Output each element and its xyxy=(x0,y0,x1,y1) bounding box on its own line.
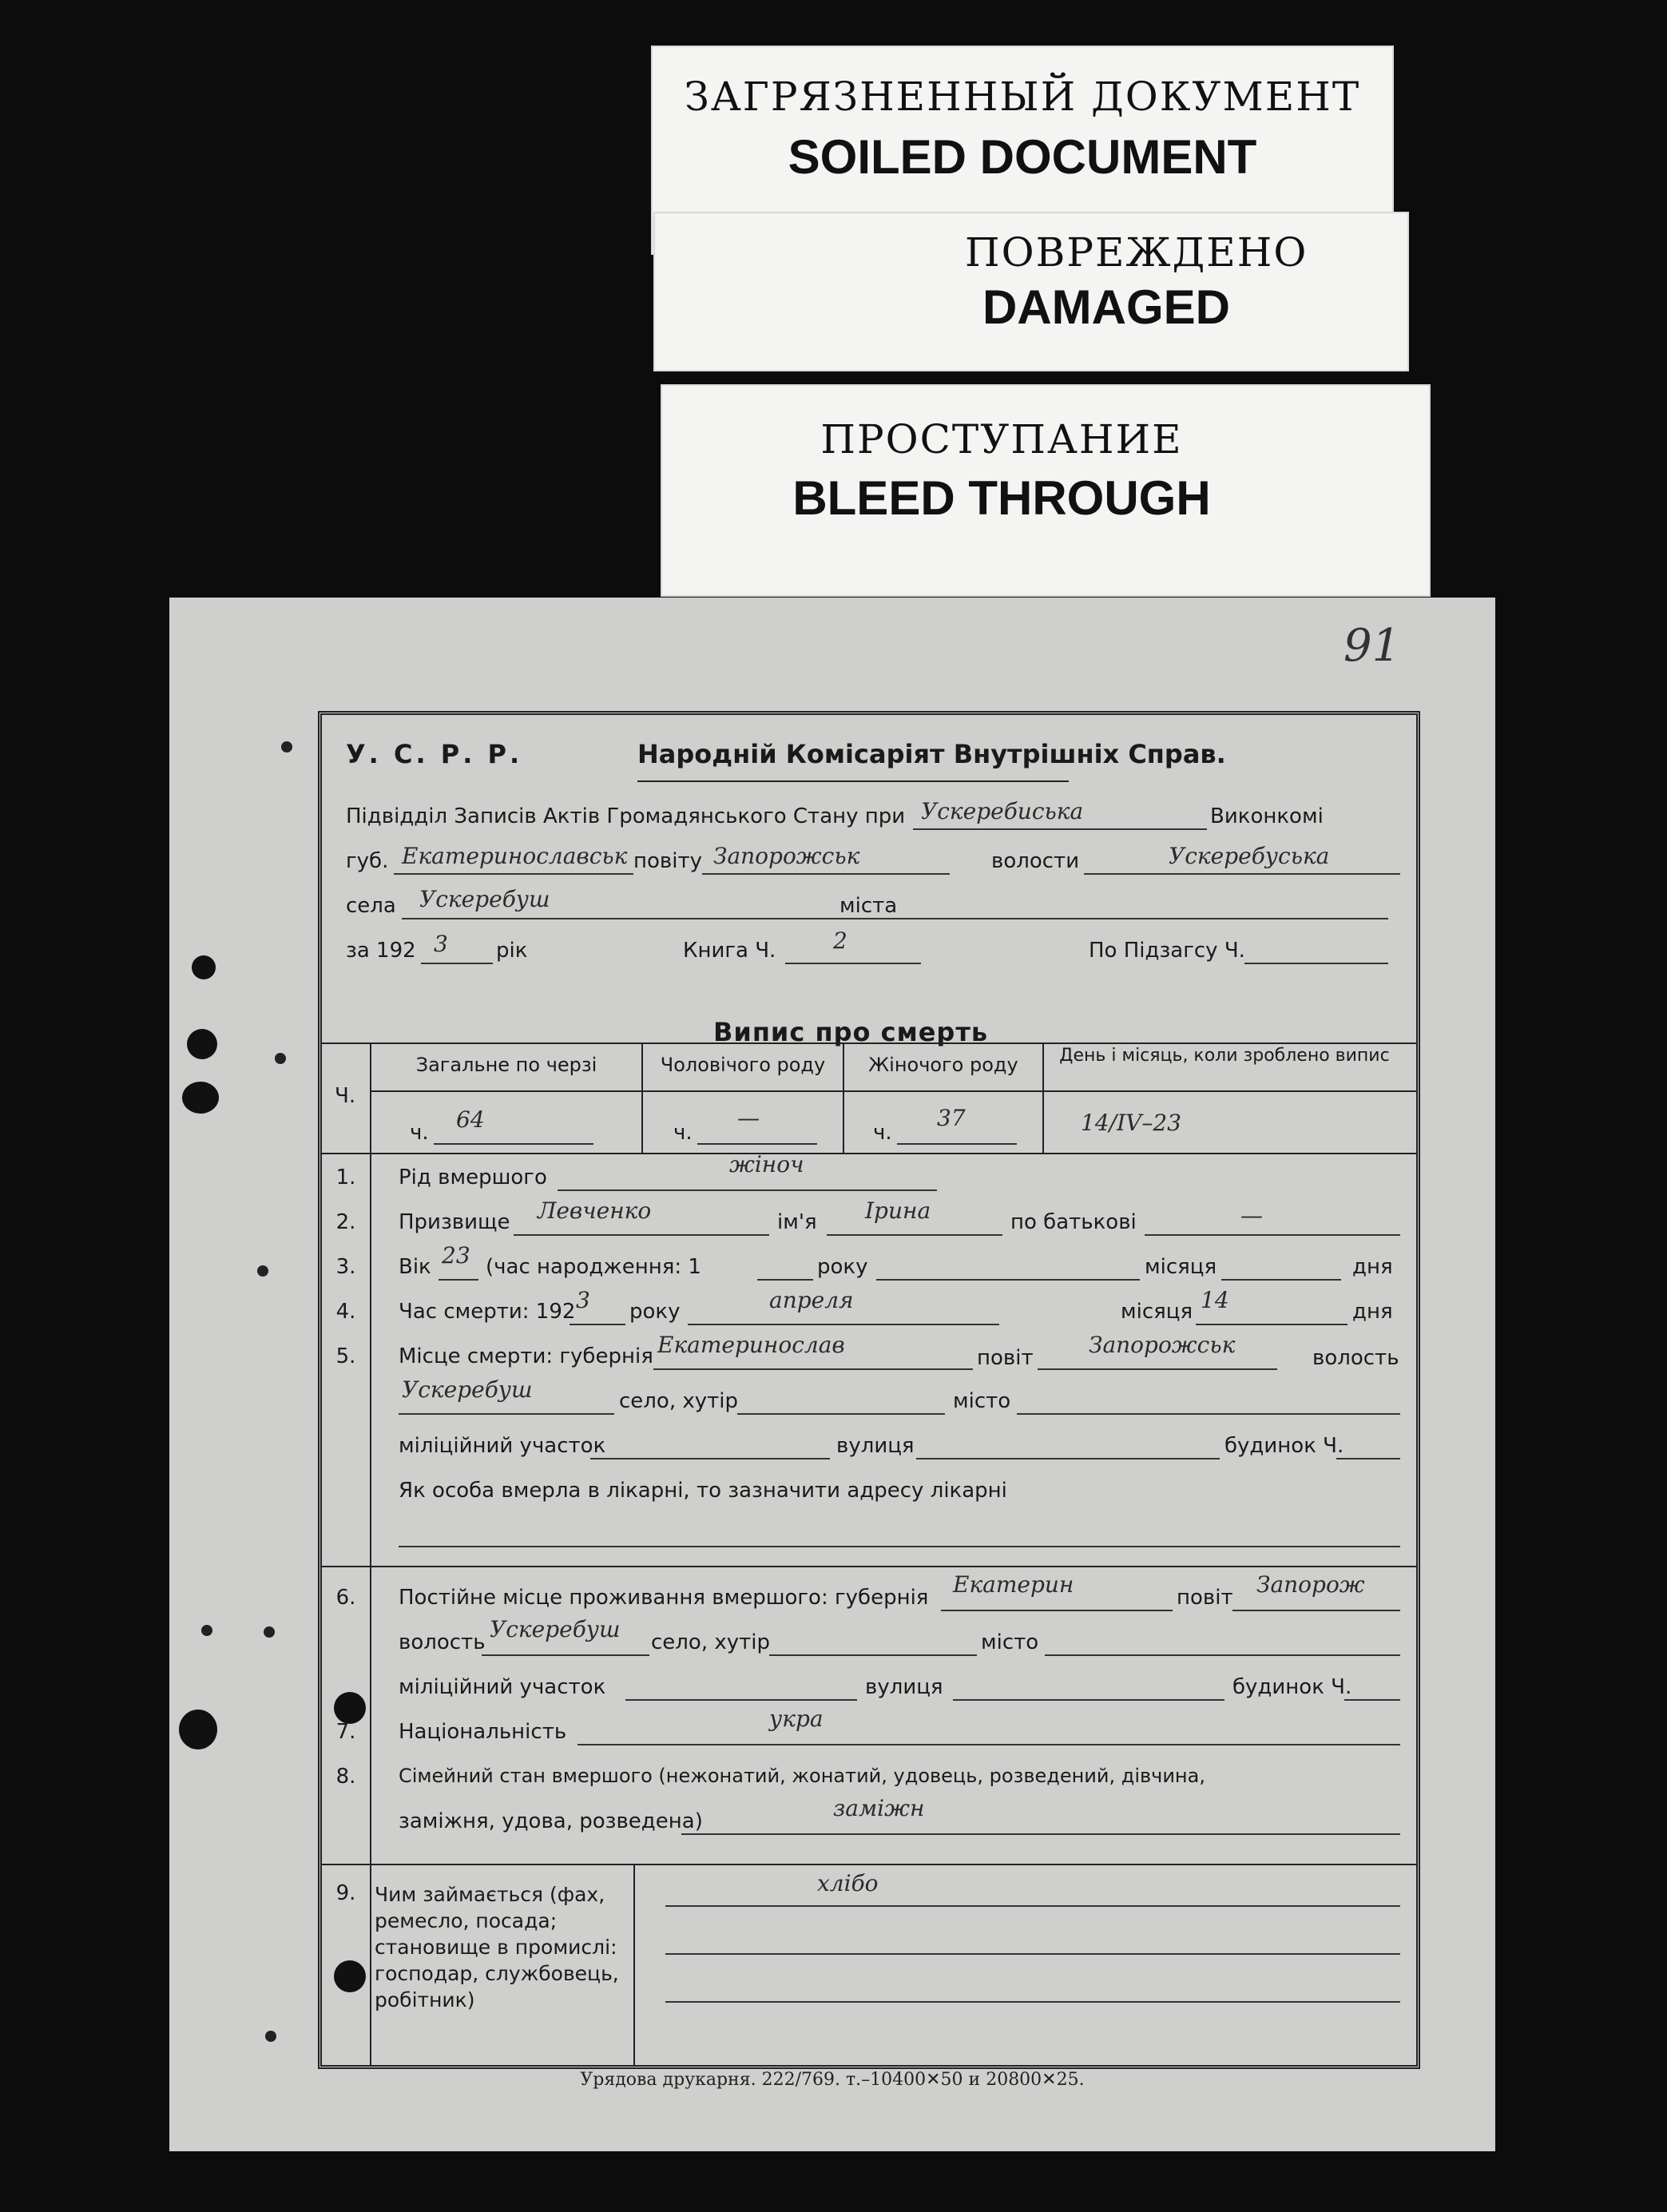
rid-value: жіноч xyxy=(729,1151,804,1177)
mark-dot xyxy=(264,1626,275,1638)
col-total-header: Загальне по черзі xyxy=(415,1054,597,1076)
gub-line xyxy=(394,873,633,875)
volost-line xyxy=(1084,873,1400,875)
age-value: 23 xyxy=(442,1242,470,1269)
occupation-line-2 xyxy=(665,1953,1400,1955)
occupation-line-1 xyxy=(665,1905,1400,1907)
rid-line xyxy=(558,1189,937,1191)
death-month-line xyxy=(688,1324,999,1325)
residence-street-label: вулиця xyxy=(865,1675,943,1699)
row-number: 2. xyxy=(335,1210,356,1234)
place-selo-line xyxy=(737,1413,945,1415)
selo-line xyxy=(402,918,913,919)
residence-volost-line xyxy=(482,1654,649,1656)
place-volost-value: Ускеребуш xyxy=(402,1376,533,1403)
residence-militia-label: міліційний участок xyxy=(399,1675,606,1699)
residence-volost-label: волость xyxy=(399,1630,486,1654)
notice-bleed-through xyxy=(661,384,1431,597)
place-selo-label: село, хутір xyxy=(619,1389,738,1413)
death-month-value: апреля xyxy=(769,1287,854,1313)
residence-selo-label: село, хутір xyxy=(651,1630,770,1654)
rows-number-divider xyxy=(370,1153,371,2065)
registry-department-line xyxy=(913,828,1207,830)
death-day-line xyxy=(1196,1324,1347,1325)
year-value: 3 xyxy=(434,931,448,957)
death-year-value: 3 xyxy=(576,1287,590,1313)
total-value: 64 xyxy=(456,1106,485,1133)
notice-damaged xyxy=(653,212,1409,371)
notice-damaged-en: DAMAGED xyxy=(982,280,1230,334)
mark-dot xyxy=(281,741,292,753)
nationality-line xyxy=(577,1744,1400,1745)
table-top-border xyxy=(322,1042,1416,1044)
death-label: Час смерти: 192 xyxy=(399,1300,576,1324)
table-bottom-border xyxy=(322,1153,1416,1154)
death-day-value: 14 xyxy=(1201,1287,1229,1313)
female-ch-prefix: ч. xyxy=(873,1121,892,1145)
section-divider xyxy=(322,1566,1416,1567)
residence-misto-line xyxy=(1045,1654,1400,1656)
marital-label-cont: заміжня, удова, розведена) xyxy=(399,1809,703,1833)
date-value: 14/IV–23 xyxy=(1081,1110,1181,1136)
notice-damaged-ru: ПОВРЕЖДЕНО xyxy=(965,229,1308,276)
povit-line xyxy=(702,873,950,875)
printer-footer: Урядова друкарня. 222/769. т.–10400✕50 и 20800✕25. xyxy=(580,2070,1085,2090)
militia-label: міліційний участок xyxy=(399,1434,606,1458)
selo-value: Ускеребуш xyxy=(419,886,550,912)
povit-label: повіту xyxy=(633,849,702,873)
residence-povit-value: Запорож xyxy=(1256,1571,1365,1598)
book-value: 2 xyxy=(833,927,847,954)
age-line xyxy=(439,1279,478,1281)
gub-label: губ. xyxy=(346,849,389,873)
marital-label: Сімейний стан вмершого (нежонатий, жонатий, удовець, розведений, дівчина, xyxy=(399,1765,1205,1787)
place-volost-line xyxy=(399,1413,614,1415)
col-female-header: Жіночого роду xyxy=(868,1054,1018,1076)
residence-volost-value: Ускеребуш xyxy=(490,1616,621,1642)
surname-value: Левченко xyxy=(538,1197,652,1224)
year-line xyxy=(421,963,493,964)
age-label: Вік xyxy=(399,1255,431,1279)
patronymic-value: — xyxy=(1240,1202,1263,1229)
death-year-line xyxy=(570,1324,625,1325)
header-underline xyxy=(637,780,1069,782)
surname-line xyxy=(514,1234,769,1236)
registry-executive-label: Виконкомі xyxy=(1210,804,1324,828)
residence-povit-line xyxy=(1232,1610,1400,1611)
header-ussr: У. С. Р. Р. xyxy=(346,739,523,769)
birth-day-label: дня xyxy=(1352,1255,1393,1279)
col-date-header: День і місяць, коли зроблено випис xyxy=(1059,1046,1390,1066)
row-number: 4. xyxy=(335,1300,356,1324)
punch-hole xyxy=(179,1710,217,1749)
occupation-value: хлібо xyxy=(817,1870,879,1896)
page-number: 91 xyxy=(1344,620,1401,672)
birth-label: (час народження: 1 xyxy=(486,1255,701,1279)
residence-gub-value: Екатерин xyxy=(953,1571,1074,1598)
book-line xyxy=(785,963,921,964)
registry-department-label: Підвідділ Записів Актів Громадянського Стану при xyxy=(346,804,906,828)
occupation-divider xyxy=(633,1864,635,2065)
residence-label: Постійне місце проживання вмершого: губернія xyxy=(399,1586,929,1610)
punch-hole xyxy=(187,1029,217,1059)
residence-gub-line xyxy=(941,1610,1173,1611)
death-year-label: року xyxy=(629,1300,681,1324)
subsection-label: По Підзагсу Ч. xyxy=(1089,939,1245,963)
male-value: — xyxy=(737,1105,760,1131)
col-male-header: Чоловічого роду xyxy=(660,1054,826,1076)
table-ch-label: Ч. xyxy=(335,1084,356,1108)
document-title: Випис про смерть xyxy=(713,1017,989,1047)
subsection-line xyxy=(1244,963,1388,964)
residence-house-line xyxy=(1344,1699,1400,1701)
place-volost-label: волость xyxy=(1312,1346,1399,1370)
mista-line xyxy=(901,918,1388,919)
notice-bleed-en: BLEED THROUGH xyxy=(792,471,1211,525)
row-number: 9. xyxy=(335,1881,356,1905)
punch-hole xyxy=(192,955,216,979)
form-frame xyxy=(318,711,1420,2069)
hospital-line xyxy=(399,1546,1400,1547)
header-commissariat: Народній Комісаріят Внутрішніх Справ. xyxy=(637,739,1226,769)
place-povit-line xyxy=(1038,1368,1277,1370)
residence-street-line xyxy=(953,1699,1224,1701)
book-label: Книга Ч. xyxy=(683,939,776,963)
place-misto-line xyxy=(1017,1413,1400,1415)
total-ch-prefix: ч. xyxy=(410,1121,429,1145)
mark-dot xyxy=(201,1625,212,1636)
house-line xyxy=(1336,1458,1400,1459)
death-record-sheet xyxy=(169,598,1495,2151)
gub-value: Екатеринославськ xyxy=(402,843,628,869)
year-end-label: рік xyxy=(496,939,528,963)
hospital-label: Як особа вмерла в лікарні, то зазначити адресу лікарні xyxy=(399,1479,1007,1503)
total-line xyxy=(434,1143,593,1145)
occupation-label: Чим займається (фах, ремесло, посада; становище в промислі: господар, службовець, робітник) xyxy=(375,1883,619,2011)
place-gub-line xyxy=(653,1368,973,1370)
mark-dot xyxy=(275,1053,286,1064)
name-value: Ірина xyxy=(865,1197,931,1224)
row-number: 7. xyxy=(335,1720,356,1744)
row-number: 3. xyxy=(335,1255,356,1279)
birth-day-line xyxy=(1221,1279,1341,1281)
place-povit-label: повіт xyxy=(977,1346,1034,1370)
row-number: 1. xyxy=(335,1166,356,1189)
registry-department-value: Ускеребиська xyxy=(921,798,1084,824)
residence-misto-label: місто xyxy=(981,1630,1039,1654)
place-gub-value: Екатеринослав xyxy=(657,1332,845,1358)
notice-bleed-ru: ПРОСТУПАНИЕ xyxy=(820,416,1183,463)
residence-house-label: будинок Ч. xyxy=(1232,1675,1352,1699)
table-col-divider xyxy=(1042,1042,1044,1153)
nationality-label: Національність xyxy=(399,1720,567,1744)
marital-line xyxy=(681,1833,1400,1835)
punch-hole xyxy=(182,1082,219,1114)
mark-dot xyxy=(265,2031,276,2042)
row-number: 5. xyxy=(335,1344,356,1368)
occupation-line-3 xyxy=(665,2001,1400,2003)
row-number: 8. xyxy=(335,1765,356,1789)
volost-value: Ускеребуська xyxy=(1169,843,1330,869)
nationality-value: укра xyxy=(769,1706,824,1732)
name-line xyxy=(827,1234,1002,1236)
section-divider xyxy=(322,1864,1416,1865)
death-month-label: місяця xyxy=(1121,1300,1193,1324)
residence-povit-label: повіт xyxy=(1177,1586,1233,1610)
street-line xyxy=(916,1458,1220,1459)
mark-dot xyxy=(257,1265,268,1277)
place-label: Місце смерти: губернія xyxy=(399,1344,653,1368)
female-value: 37 xyxy=(937,1105,966,1131)
name-label: ім'я xyxy=(777,1210,817,1234)
birth-month-label: місяця xyxy=(1145,1255,1217,1279)
volost-label: волости xyxy=(991,849,1080,873)
year-label: за 192 xyxy=(346,939,416,963)
selo-label: села xyxy=(346,894,396,918)
table-header-divider xyxy=(370,1090,1416,1092)
residence-selo-line xyxy=(769,1654,977,1656)
povit-value: Запорожськ xyxy=(713,843,860,869)
female-line xyxy=(897,1143,1017,1145)
house-label: будинок Ч. xyxy=(1224,1434,1344,1458)
row-number: 6. xyxy=(335,1586,356,1610)
street-label: вулиця xyxy=(836,1434,915,1458)
surname-label: Призвище xyxy=(399,1210,510,1234)
notice-soiled-ru: ЗАГРЯЗНЕННЫЙ ДОКУМЕНТ xyxy=(684,73,1361,120)
male-ch-prefix: ч. xyxy=(673,1121,693,1145)
place-povit-value: Запорожськ xyxy=(1089,1332,1236,1358)
mista-label: міста xyxy=(839,894,898,918)
patronymic-line xyxy=(1145,1234,1400,1236)
militia-line xyxy=(590,1458,830,1459)
residence-militia-line xyxy=(625,1699,857,1701)
place-misto-label: місто xyxy=(953,1389,1011,1413)
birth-year-line xyxy=(757,1279,813,1281)
patronymic-label: по батькові xyxy=(1010,1210,1137,1234)
notice-soiled-en: SOILED DOCUMENT xyxy=(788,130,1257,184)
birth-year-label: року xyxy=(817,1255,868,1279)
death-day-label: дня xyxy=(1352,1300,1393,1324)
male-line xyxy=(697,1143,817,1145)
rid-label: Рід вмершого xyxy=(399,1166,547,1189)
marital-value: заміжн xyxy=(833,1795,925,1821)
birth-month-line xyxy=(876,1279,1140,1281)
